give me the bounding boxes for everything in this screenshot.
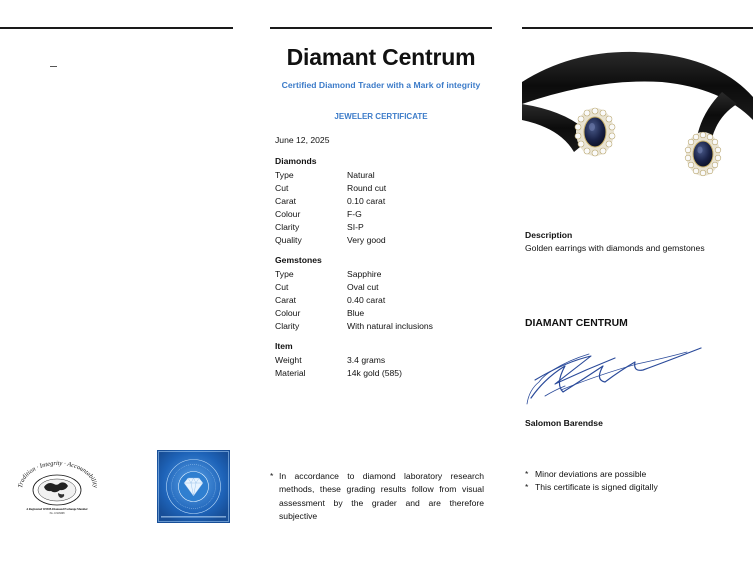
certificate-label: JEWELER CERTIFICATE [334,112,428,121]
spec-value: SI-P [347,222,364,232]
diamonds-title: Diamonds [275,156,317,166]
spec-value: 0.10 carat [347,196,386,206]
spec-row [275,307,490,320]
top-rule-middle [270,27,492,29]
company-title: Diamant Centrum [286,44,476,70]
earrings-photo [522,42,753,207]
footnote-star: * [525,482,529,492]
spec-row [275,294,490,307]
spec-row [275,182,490,195]
footnote-digital [525,482,658,492]
spec-row [275,320,490,333]
grading-disclaimer [270,470,484,524]
gemstones-title: Gemstones [275,255,322,265]
spec-value: Round cut [347,183,387,193]
diamond-seal [157,450,230,523]
spec-label: Colour [275,308,301,318]
svg-text:A Registered WFDB-Diamond Exch: A Registered WFDB-Diamond Exchange Member [26,507,88,511]
spec-value: 0.40 carat [347,295,386,305]
spec-label: Type [275,170,294,180]
footnote-star: * [525,469,529,479]
spec-label: Clarity [275,222,300,232]
footnote-star: * [270,471,274,481]
description-text: Golden earrings with diamonds and gemstones [525,243,705,253]
diamonds-section [275,156,490,247]
spec-label: Material [275,368,306,378]
spec-label: Carat [275,295,297,305]
spec-row [275,281,490,294]
footnote-deviations [525,469,646,479]
spec-label: Cut [275,183,289,193]
spec-row [275,221,490,234]
top-rule-left [0,27,233,29]
spec-label: Clarity [275,321,300,331]
spec-label: Carat [275,196,297,206]
gemstones-section [275,255,490,333]
spec-value: Very good [347,235,386,245]
handwritten-signature [525,340,710,412]
disclaimer-text: In accordance to diamond laboratory research methods, these grading results follow from visual assessment by the grader and are therefore subjective [279,471,484,522]
footnote-text: Minor deviations are possible [535,469,647,479]
spec-label: Type [275,269,294,279]
spec-row [275,208,490,221]
spec-label: Cut [275,282,289,292]
spec-row [275,169,490,182]
spec-row [275,354,490,367]
certificate-date: June 12, 2025 [275,135,330,145]
svg-text:Tradition · Integrity · Accoun: Tradition · Integrity · Accountability [17,460,99,489]
spec-row [275,195,490,208]
spec-value: Sapphire [347,269,382,279]
blank-dash [50,66,57,67]
spec-value: Blue [347,308,365,318]
spec-value: Oval cut [347,282,379,292]
spec-label: Colour [275,209,301,219]
spec-row [275,367,490,380]
spec-value: F-G [347,209,362,219]
spec-value: Natural [347,170,375,180]
company-subtitle: Certified Diamond Trader with a Mark of integrity [281,80,481,90]
svg-text:No. 11918268: No. 11918268 [49,512,65,515]
top-rule-right [522,27,753,29]
spec-value: With natural inclusions [347,321,433,331]
brand-name: DIAMANT CENTRUM [525,318,628,329]
item-section [275,341,490,380]
item-title: Item [275,341,293,351]
spec-value: 3.4 grams [347,355,386,365]
signer-name: Salomon Barendse [525,418,603,428]
spec-row [275,234,490,247]
spec-label: Quality [275,235,302,245]
spec-label: Weight [275,355,302,365]
description-label: Description [525,230,573,240]
spec-value: 14k gold (585) [347,368,402,378]
spec-row [275,268,490,281]
footnote-text: This certificate is signed digitally [535,482,658,492]
wfdb-globe-seal [10,457,105,517]
